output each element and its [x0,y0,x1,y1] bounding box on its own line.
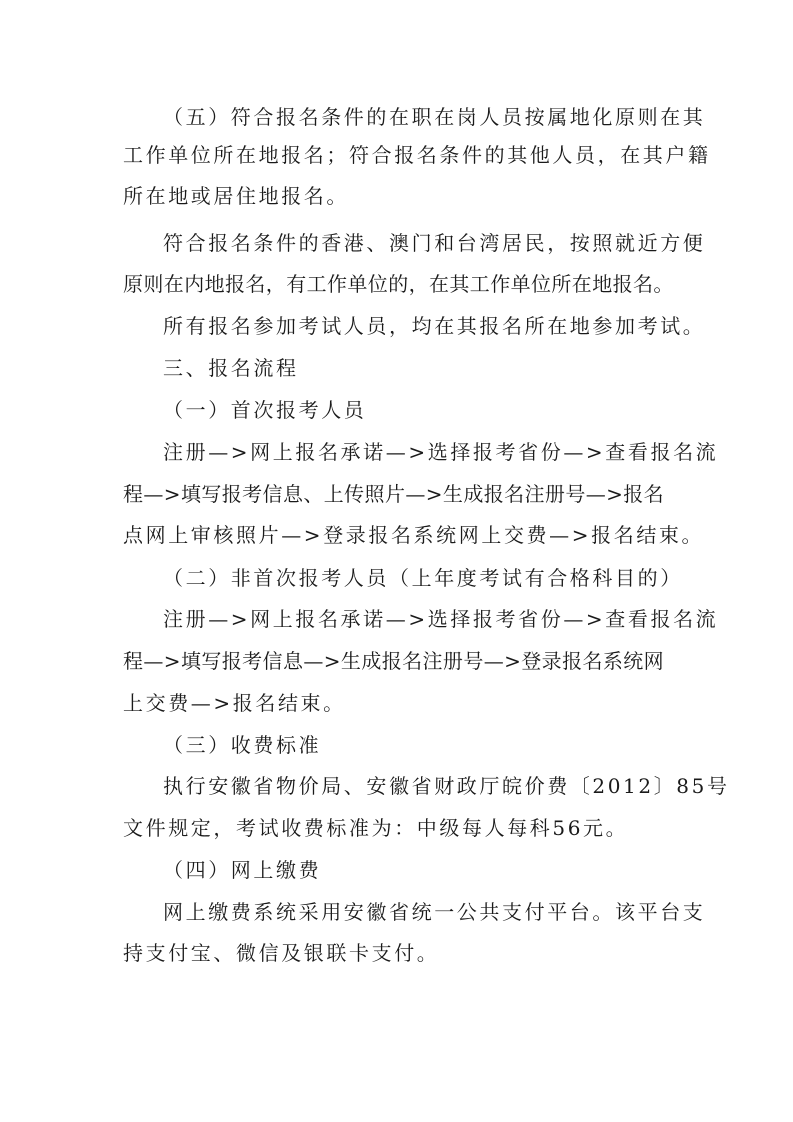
subheading-returning-applicants: （二）非首次报考人员（上年度考试有合格科目的） [163,566,683,590]
text-line-returning-flow-1: 注册—>网上报名承诺—>选择报考省份—>查看报名流 [163,607,719,631]
text-line-exam-location: 所有报名参加考试人员，均在其报名所在地参加考试。 [163,314,706,338]
text-line-first-time-flow-1: 注册—>网上报名承诺—>选择报考省份—>查看报名流 [163,440,719,464]
text-line-first-time-flow-2: 程—>填写报考信息、上传照片—>生成报名注册号—>报名 [123,482,665,506]
text-line-online-payment-2: 持支付宝、微信及银联卡支付。 [123,941,440,965]
subheading-fee-standard: （三）收费标准 [163,733,322,757]
text-line-returning-flow-3: 上交费—>报名结束。 [123,691,346,715]
text-line-hk-macau-taiwan-start: 符合报名条件的香港、澳门和台湾居民，按照就近方便 [163,231,706,255]
text-line-online-payment-1: 网上缴费系统采用安徽省统一公共支付平台。该平台支 [163,900,706,924]
text-line-first-time-flow-3: 点网上审核照片—>登录报名系统网上交费—>报名结束。 [123,523,705,547]
section-heading-registration-process: 三、报名流程 [163,356,299,380]
subheading-first-time-applicants: （一）首次报考人员 [163,398,367,422]
text-line-section-5-cont-1: 工作单位所在地报名；符合报名条件的其他人员，在其户籍 [123,143,711,167]
text-line-returning-flow-2: 程—>填写报考信息—>生成报名注册号—>登录报名系统网 [123,649,665,673]
text-line-hk-macau-taiwan-cont: 原则在内地报名，有工作单位的，在其工作单位所在地报名。 [123,272,674,296]
text-line-fee-standard-2: 文件规定，考试收费标准为：中级每人每科56元。 [123,816,629,840]
text-line-fee-standard-1: 执行安徽省物价局、安徽省财政厅皖价费〔2012〕85号 [163,774,730,798]
text-line-section-5-cont-2: 所在地或居住地报名。 [123,184,349,208]
subheading-online-payment: （四）网上缴费 [163,858,322,882]
text-line-section-5-start: （五）符合报名条件的在职在岗人员按属地化原则在其 [163,105,706,129]
